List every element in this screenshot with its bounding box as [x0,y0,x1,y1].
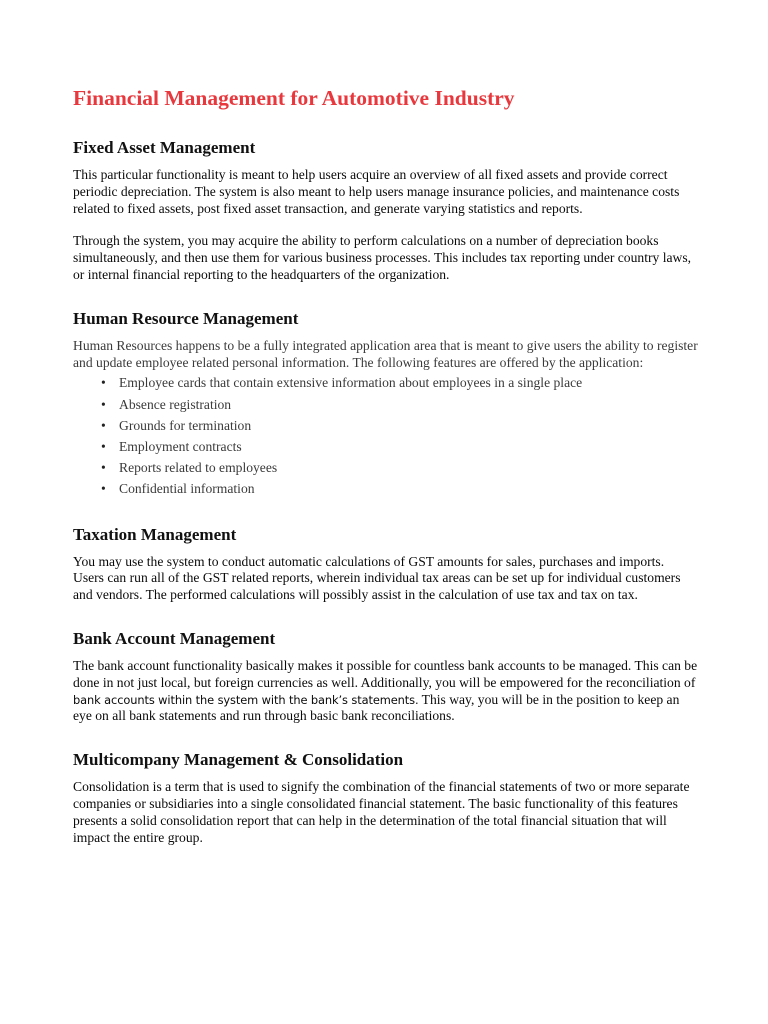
list-item [101,436,698,457]
list-item [101,457,698,478]
section-heading: Bank Account Management [73,628,276,648]
bullet-icon: • [101,396,106,412]
paragraph-tail: This way, you will be in the position to keep an eye on all bank statements and run through basic bank reconciliations. [73,691,680,724]
list-item-text: Grounds for termination [119,417,252,433]
paragraph: Consolidation is a term that is used to signify the combination of the financial statements of two or more separate companies or subsidiaries into a single consolidated financial statement. The basic functionality of this features presents a solid consolidation report that can help in the determination of the total financial situation that will impact the entire group. [73,779,690,845]
list-item-text: Reports related to employees [119,460,278,476]
bullet-icon: • [101,417,106,433]
bullet-icon: • [101,460,106,476]
list-item-text: Confidential information [119,481,255,497]
list-item-text: Employee cards that contain extensive information about employees in a single place [119,375,583,391]
section-fixed-asset-management [73,137,698,284]
section-heading: Human Resource Management [73,308,299,328]
paragraph: You may use the system to conduct automatic calculations of GST amounts for sales, purchases and imports. Users can run all of the GST related reports, wherein individual tax areas can be set up for individual customers and vendors. The performed calculations will possibly assist in the calculation of use tax and tax on tax. [73,553,681,603]
section-bank-account-management [73,628,698,725]
list-item [101,415,698,436]
section-heading: Taxation Management [73,524,237,544]
list-item [101,394,698,415]
section-taxation-management [73,524,698,604]
list-item [101,372,698,393]
paragraph [73,658,698,725]
list-item [101,478,698,499]
document-title: Financial Management for Automotive Industry [73,86,515,110]
bullet-icon: • [101,438,106,454]
section-multicompany-management [73,749,698,846]
paragraph: Through the system, you may acquire the ability to perform calculations on a number of depreciation books simultaneously, and then use them for various business processes. This includes tax reporting under country laws, or internal financial reporting to the headquarters of the organization. [73,233,692,282]
list-item-text: Absence registration [119,396,232,412]
document-page [73,84,698,870]
paragraph-lead: The bank account functionality basically makes it possible for countless bank accounts to be managed. This can be done in not just local, but foreign currencies as well. Additionally, you will be empowered for the reconciliation of [73,657,698,690]
paragraph: Human Resources happens to be a fully integrated application area that is meant to give users the ability to register and update employee related personal information. The following features are offered by the application: [73,337,698,370]
paragraph: This particular functionality is meant to help users acquire an overview of all fixed assets and provide correct periodic depreciation. The system is also meant to help users manage insurance policies, and maintenance costs related to fixed assets, post fixed asset transaction, and generate varying statistics and reports. [73,167,680,216]
bullet-icon: • [101,481,106,497]
bullet-icon: • [101,375,106,391]
section-human-resource-management [73,308,698,500]
feature-list [73,372,698,499]
paragraph-alt-font-run: bank accounts within the system with the bank’s statements. [73,692,419,707]
section-heading: Multicompany Management & Consolidation [73,750,404,770]
section-heading: Fixed Asset Management [73,138,256,157]
list-item-text: Employment contracts [119,438,242,454]
